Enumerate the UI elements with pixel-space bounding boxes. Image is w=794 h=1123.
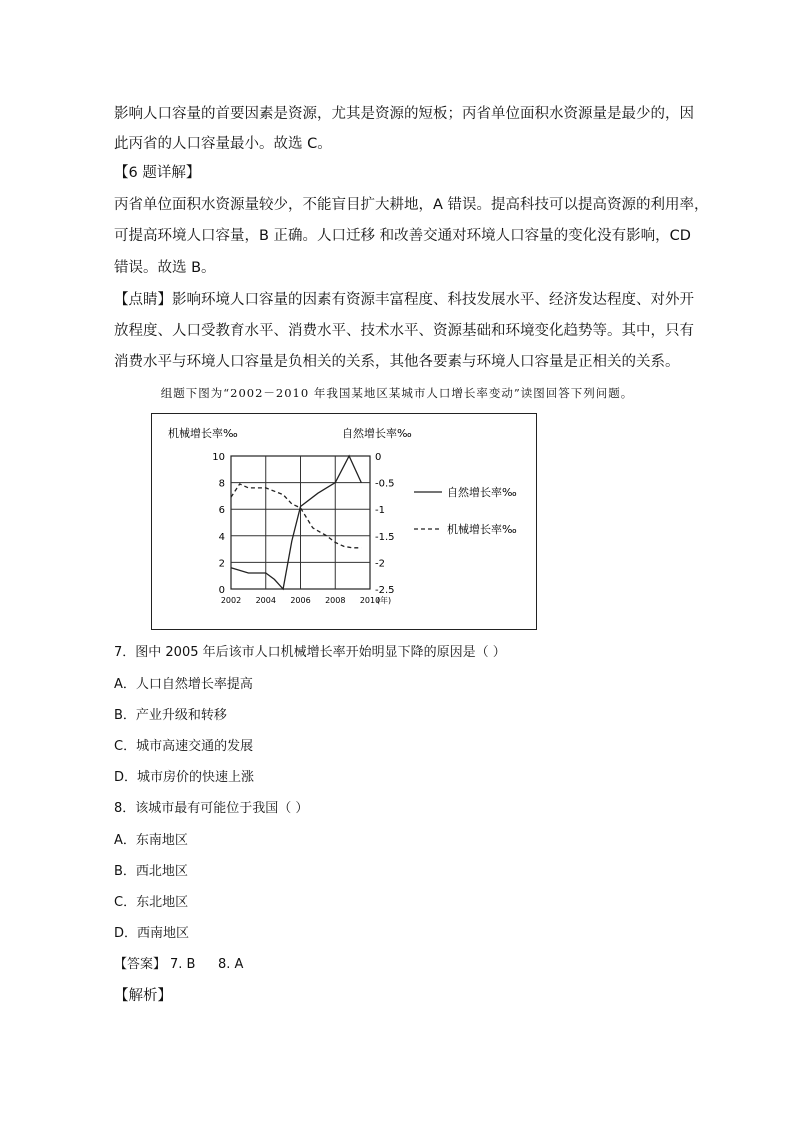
left-axis-title: 机械增长率‰ xyxy=(168,427,238,440)
x-axis-tick-label: 2002 xyxy=(220,596,242,605)
paragraph-line: 错误。故选 B。 xyxy=(114,260,216,276)
answer-q8: 8. A xyxy=(218,957,244,972)
right-axis-tick-label: -2.5 xyxy=(375,585,395,596)
question-7-option-a: A．人口自然增长率提高 xyxy=(114,677,253,692)
x-axis-tick-label: 2010 xyxy=(359,596,381,605)
group-caption: 组题下图为“2002－2010 年我国某地区某城市人口增长率变动”读图回答下列问题。 xyxy=(160,386,634,400)
note-line: 放程度、人口受教育水平、消费水平、技术水平、资源基础和环境变化趋势等。其中，只有 xyxy=(114,323,694,339)
question-7-option-d: D．城市房价的快速上涨 xyxy=(114,770,255,785)
question-7-stem: 7．图中 2005 年后该市人口机械增长率开始明显下降的原因是（ ） xyxy=(114,645,506,660)
right-axis-tick-label: -1.5 xyxy=(375,531,395,543)
right-axis-tick-label: -0.5 xyxy=(375,478,395,490)
question-8-option-c: C．东北地区 xyxy=(114,895,189,910)
answer-label: 【答案】 xyxy=(114,957,167,972)
question-8-stem: 8．该城市最有可能位于我国（ ） xyxy=(114,801,309,816)
x-axis-tick-label: 2004 xyxy=(255,596,276,605)
legend-label: 自然增长率‰ xyxy=(447,486,517,499)
question-8-option-d: D．西南地区 xyxy=(114,926,190,941)
question-7-option-b: B．产业升级和转移 xyxy=(114,708,227,723)
right-axis-tick-label: -1 xyxy=(375,505,385,517)
mechanical-growth-line xyxy=(231,484,361,548)
legend-label: 机械增长率‰ xyxy=(447,523,517,536)
question-8-option-a: A．东南地区 xyxy=(114,833,188,848)
answer-q7: 7. B xyxy=(170,957,196,972)
question-8-option-b: B．西北地区 xyxy=(114,864,188,879)
x-axis-tick-label: 2006 xyxy=(290,596,311,605)
note-line: 消费水平与环境人口容量是负相关的关系，其他各要素与环境人口容量是正相关的关系。 xyxy=(114,354,680,370)
right-axis-title: 自然增长率‰ xyxy=(342,427,412,440)
question-7-option-c: C．城市高速交通的发展 xyxy=(114,739,254,754)
left-axis-tick-label: 6 xyxy=(218,505,225,517)
right-axis-tick-label: 0 xyxy=(375,452,382,463)
natural-growth-line xyxy=(231,456,361,589)
left-axis-tick-label: 10 xyxy=(212,452,225,463)
right-axis-tick-label: -2 xyxy=(375,558,385,570)
population-growth-chart xyxy=(151,413,537,630)
paragraph-line: 可提高环境人口容量，B 正确。人口迁移 和改善交通对环境人口容量的变化没有影响，CD xyxy=(114,228,691,244)
left-axis-tick-label: 4 xyxy=(218,531,225,543)
analysis-heading: 【解析】 xyxy=(114,988,172,1004)
note-line: 【点睛】影响环境人口容量的因素有资源丰富程度、科技发展水平、经济发达程度、对外开 xyxy=(114,292,694,308)
paragraph-line: 此丙省的人口容量最小。故选 C。 xyxy=(114,136,332,152)
left-axis-tick-label: 2 xyxy=(218,558,225,570)
left-axis-tick-label: 8 xyxy=(218,478,225,490)
paragraph-line: 丙省单位面积水资源量较少，不能盲目扩大耕地，A 错误。提高科技可以提高资源的利用率， xyxy=(114,197,709,213)
detail-6-heading: 【6 题详解】 xyxy=(114,165,201,181)
x-axis-tick-label: 2008 xyxy=(325,596,346,605)
paragraph-line: 影响人口容量的首要因素是资源，尤其是资源的短板；丙省单位面积水资源量是最少的，因 xyxy=(114,106,694,122)
x-axis-unit-label: (年) xyxy=(376,596,392,605)
left-axis-tick-label: 0 xyxy=(218,585,225,596)
